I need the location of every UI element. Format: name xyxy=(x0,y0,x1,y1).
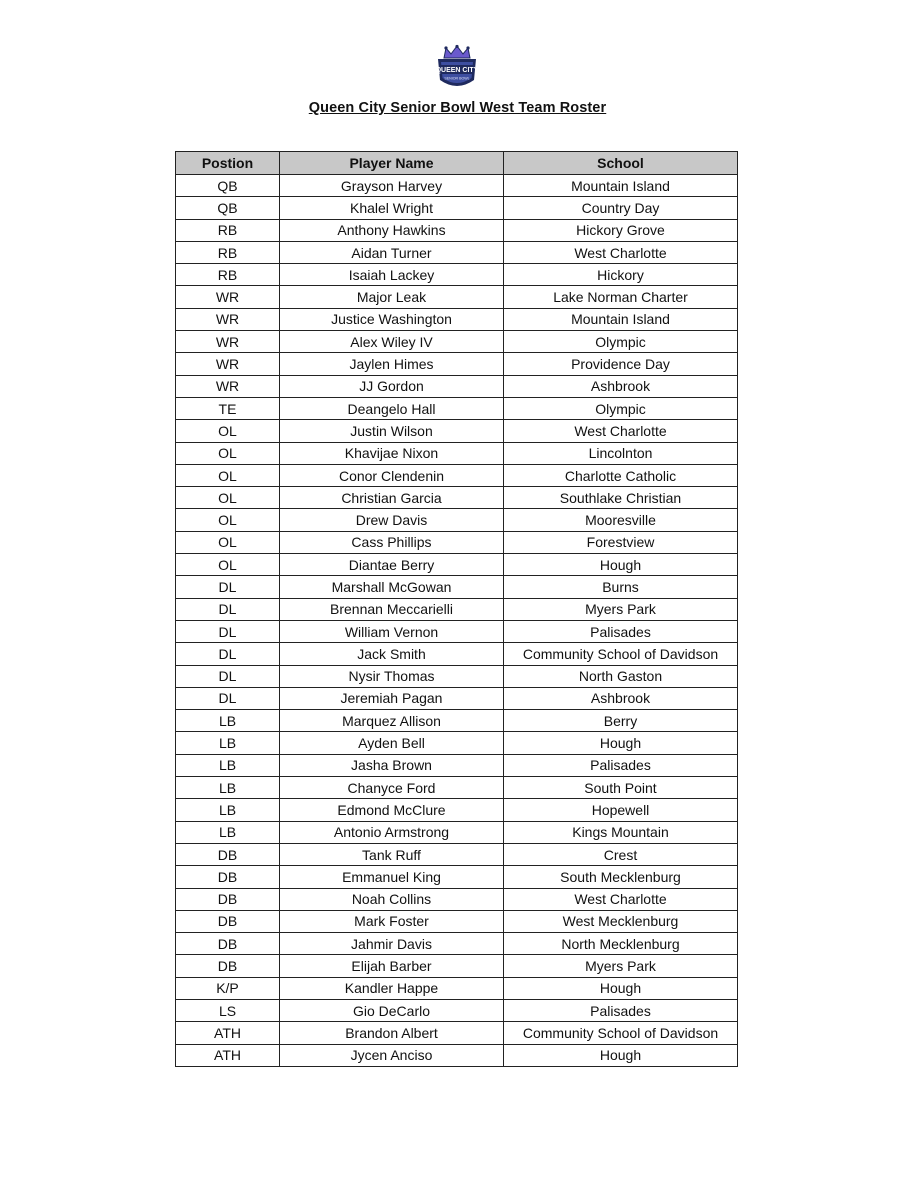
table-row xyxy=(176,487,738,509)
player-name-cell: JJ Gordon xyxy=(280,375,504,397)
position-cell: QB xyxy=(176,175,280,197)
position-cell: LS xyxy=(176,999,280,1021)
school-cell: Hough xyxy=(504,1044,738,1066)
position-cell: RB xyxy=(176,264,280,286)
logo-text-line1: QUEEN CITY xyxy=(435,67,479,74)
table-row xyxy=(176,264,738,286)
table-row xyxy=(176,397,738,419)
school-cell: West Charlotte xyxy=(504,241,738,263)
position-cell: LB xyxy=(176,732,280,754)
school-cell: Myers Park xyxy=(504,955,738,977)
table-row xyxy=(176,821,738,843)
table-row xyxy=(176,197,738,219)
player-name-cell: Aidan Turner xyxy=(280,241,504,263)
school-cell: Forestview xyxy=(504,531,738,553)
position-cell: OL xyxy=(176,442,280,464)
position-cell: DL xyxy=(176,598,280,620)
position-cell: DB xyxy=(176,888,280,910)
school-cell: Lincolnton xyxy=(504,442,738,464)
position-cell: LB xyxy=(176,799,280,821)
player-name-cell: Brandon Albert xyxy=(280,1022,504,1044)
table-row xyxy=(176,308,738,330)
player-name-cell: William Vernon xyxy=(280,620,504,642)
player-name-cell: Edmond McClure xyxy=(280,799,504,821)
school-cell: Charlotte Catholic xyxy=(504,464,738,486)
position-cell: DL xyxy=(176,665,280,687)
school-cell: Hickory xyxy=(504,264,738,286)
table-row xyxy=(176,598,738,620)
position-cell: DB xyxy=(176,843,280,865)
player-name-cell: Khalel Wright xyxy=(280,197,504,219)
table-row xyxy=(176,219,738,241)
position-cell: WR xyxy=(176,286,280,308)
player-name-cell: Jahmir Davis xyxy=(280,933,504,955)
school-cell: Burns xyxy=(504,576,738,598)
table-row xyxy=(176,933,738,955)
crown-icon xyxy=(432,44,482,94)
player-name-cell: Anthony Hawkins xyxy=(280,219,504,241)
table-header-row xyxy=(176,152,738,175)
player-name-cell: Tank Ruff xyxy=(280,843,504,865)
school-cell: South Point xyxy=(504,777,738,799)
player-name-cell: Jaylen Himes xyxy=(280,353,504,375)
school-cell: Mooresville xyxy=(504,509,738,531)
school-cell: West Charlotte xyxy=(504,888,738,910)
school-cell: Olympic xyxy=(504,397,738,419)
table-row xyxy=(176,710,738,732)
school-cell: Crest xyxy=(504,843,738,865)
school-cell: Community School of Davidson xyxy=(504,643,738,665)
school-cell: Ashbrook xyxy=(504,687,738,709)
player-name-cell: Jack Smith xyxy=(280,643,504,665)
position-cell: K/P xyxy=(176,977,280,999)
position-cell: LB xyxy=(176,777,280,799)
player-name-cell: Mark Foster xyxy=(280,910,504,932)
position-cell: WR xyxy=(176,308,280,330)
position-cell: TE xyxy=(176,397,280,419)
column-header-position: Postion xyxy=(176,152,280,175)
position-cell: WR xyxy=(176,353,280,375)
position-cell: RB xyxy=(176,219,280,241)
school-cell: South Mecklenburg xyxy=(504,866,738,888)
player-name-cell: Emmanuel King xyxy=(280,866,504,888)
position-cell: LB xyxy=(176,710,280,732)
position-cell: DL xyxy=(176,687,280,709)
school-cell: Olympic xyxy=(504,331,738,353)
table-row xyxy=(176,175,738,197)
table-row xyxy=(176,620,738,642)
table-row xyxy=(176,955,738,977)
school-cell: Country Day xyxy=(504,197,738,219)
player-name-cell: Conor Clendenin xyxy=(280,464,504,486)
table-row xyxy=(176,687,738,709)
table-row xyxy=(176,799,738,821)
player-name-cell: Cass Phillips xyxy=(280,531,504,553)
school-cell: Palisades xyxy=(504,754,738,776)
table-row xyxy=(176,464,738,486)
table-row xyxy=(176,554,738,576)
player-name-cell: Grayson Harvey xyxy=(280,175,504,197)
school-cell: Hough xyxy=(504,732,738,754)
table-row xyxy=(176,999,738,1021)
position-cell: DB xyxy=(176,910,280,932)
school-cell: Palisades xyxy=(504,620,738,642)
logo-text-line2: SENIOR BOWL xyxy=(444,76,470,81)
player-name-cell: Ayden Bell xyxy=(280,732,504,754)
school-cell: Hough xyxy=(504,977,738,999)
player-name-cell: Justice Washington xyxy=(280,308,504,330)
table-row xyxy=(176,531,738,553)
player-name-cell: Nysir Thomas xyxy=(280,665,504,687)
table-row xyxy=(176,353,738,375)
position-cell: ATH xyxy=(176,1044,280,1066)
table-row xyxy=(176,754,738,776)
table-row xyxy=(176,977,738,999)
player-name-cell: Justin Wilson xyxy=(280,420,504,442)
player-name-cell: Brennan Meccarielli xyxy=(280,598,504,620)
school-cell: Hopewell xyxy=(504,799,738,821)
table-row xyxy=(176,375,738,397)
position-cell: DL xyxy=(176,620,280,642)
column-header-player-name: Player Name xyxy=(280,152,504,175)
position-cell: OL xyxy=(176,554,280,576)
player-name-cell: Chanyce Ford xyxy=(280,777,504,799)
table-row xyxy=(176,910,738,932)
position-cell: OL xyxy=(176,464,280,486)
position-cell: OL xyxy=(176,509,280,531)
school-cell: Berry xyxy=(504,710,738,732)
player-name-cell: Gio DeCarlo xyxy=(280,999,504,1021)
position-cell: DB xyxy=(176,866,280,888)
school-cell: Palisades xyxy=(504,999,738,1021)
player-name-cell: Alex Wiley IV xyxy=(280,331,504,353)
position-cell: DB xyxy=(176,933,280,955)
column-header-school: School xyxy=(504,152,738,175)
table-row xyxy=(176,888,738,910)
table-row xyxy=(176,1044,738,1066)
school-cell: Mountain Island xyxy=(504,175,738,197)
school-cell: North Gaston xyxy=(504,665,738,687)
player-name-cell: Christian Garcia xyxy=(280,487,504,509)
position-cell: DL xyxy=(176,576,280,598)
table-row xyxy=(176,643,738,665)
table-row xyxy=(176,331,738,353)
school-cell: Ashbrook xyxy=(504,375,738,397)
position-cell: OL xyxy=(176,531,280,553)
player-name-cell: Jasha Brown xyxy=(280,754,504,776)
table-row xyxy=(176,241,738,263)
player-name-cell: Deangelo Hall xyxy=(280,397,504,419)
position-cell: DL xyxy=(176,643,280,665)
player-name-cell: Kandler Happe xyxy=(280,977,504,999)
player-name-cell: Noah Collins xyxy=(280,888,504,910)
table-row xyxy=(176,866,738,888)
player-name-cell: Jycen Anciso xyxy=(280,1044,504,1066)
position-cell: RB xyxy=(176,241,280,263)
table-row xyxy=(176,576,738,598)
queen-city-senior-bowl-logo xyxy=(432,44,482,94)
player-name-cell: Jeremiah Pagan xyxy=(280,687,504,709)
player-name-cell: Isaiah Lackey xyxy=(280,264,504,286)
school-cell: Southlake Christian xyxy=(504,487,738,509)
table-row xyxy=(176,420,738,442)
school-cell: West Mecklenburg xyxy=(504,910,738,932)
school-cell: Mountain Island xyxy=(504,308,738,330)
position-cell: DB xyxy=(176,955,280,977)
school-cell: Hough xyxy=(504,554,738,576)
player-name-cell: Antonio Armstrong xyxy=(280,821,504,843)
position-cell: OL xyxy=(176,487,280,509)
player-name-cell: Major Leak xyxy=(280,286,504,308)
school-cell: Providence Day xyxy=(504,353,738,375)
position-cell: WR xyxy=(176,331,280,353)
position-cell: ATH xyxy=(176,1022,280,1044)
school-cell: West Charlotte xyxy=(504,420,738,442)
school-cell: Kings Mountain xyxy=(504,821,738,843)
position-cell: LB xyxy=(176,821,280,843)
player-name-cell: Drew Davis xyxy=(280,509,504,531)
player-name-cell: Diantae Berry xyxy=(280,554,504,576)
roster-body xyxy=(176,175,738,1067)
player-name-cell: Marquez Allison xyxy=(280,710,504,732)
school-cell: Hickory Grove xyxy=(504,219,738,241)
table-row xyxy=(176,777,738,799)
player-name-cell: Elijah Barber xyxy=(280,955,504,977)
player-name-cell: Khavijae Nixon xyxy=(280,442,504,464)
page-title: Queen City Senior Bowl West Team Roster xyxy=(308,100,607,116)
table-row xyxy=(176,665,738,687)
table-row xyxy=(176,509,738,531)
position-cell: QB xyxy=(176,197,280,219)
player-name-cell: Marshall McGowan xyxy=(280,576,504,598)
table-row xyxy=(176,286,738,308)
school-cell: Lake Norman Charter xyxy=(504,286,738,308)
table-row xyxy=(176,1022,738,1044)
school-cell: Community School of Davidson xyxy=(504,1022,738,1044)
roster-table xyxy=(175,151,738,1067)
table-row xyxy=(176,442,738,464)
table-row xyxy=(176,732,738,754)
table-row xyxy=(176,843,738,865)
position-cell: OL xyxy=(176,420,280,442)
school-cell: Myers Park xyxy=(504,598,738,620)
position-cell: LB xyxy=(176,754,280,776)
school-cell: North Mecklenburg xyxy=(504,933,738,955)
position-cell: WR xyxy=(176,375,280,397)
